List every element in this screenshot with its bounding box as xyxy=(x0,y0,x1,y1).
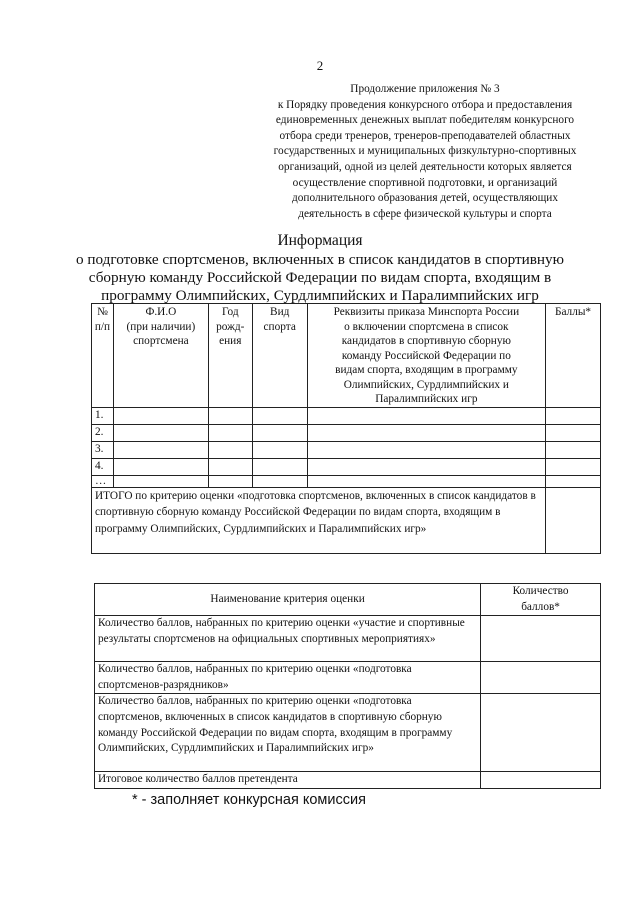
appendix-line: к Порядку проведения конкурсного отбора и предоставления xyxy=(277,98,573,111)
table-row xyxy=(95,616,601,662)
appendix-line: осуществление спортивной подготовки, и организаций xyxy=(292,176,558,189)
appendix-line: деятельность в сфере физической культуры и спорта xyxy=(298,207,552,220)
page-number: 2 xyxy=(316,58,324,73)
appendix-line: отбора среди тренеров, тренеров-преподавателей областных xyxy=(279,129,571,142)
total-label: ИТОГО по критерию оценки «подготовка спортсменов, включенных в список кандидатов в спортивную сборную команду Российской Федерации по видам спорта, входящим в программу Олимпийских, Сурдлимпийских и Паралимпийских игр» xyxy=(92,487,546,553)
criterion-cell: Количество баллов, набранных по критерию оценки «подготовка спортсменов-разрядников» xyxy=(95,662,481,694)
heading-line: о подготовке спортсменов, включенных в список кандидатов в спортивную xyxy=(75,251,564,268)
criteria-table-header xyxy=(95,584,601,616)
heading-line: программу Олимпийских, Сурдлимпийских и Паралимпийских игр xyxy=(101,287,539,304)
row-number: 2. xyxy=(92,424,114,441)
appendix-line: организаций, одной из целей деятельности которых является xyxy=(278,160,572,173)
col-header-criterion: Наименование критерия оценки xyxy=(95,584,481,616)
table-row xyxy=(92,458,601,475)
row-number: 1. xyxy=(92,407,114,424)
col-header-points-count: Количество баллов* xyxy=(481,584,601,616)
table-row xyxy=(95,694,601,772)
col-header-number: № п/п xyxy=(92,304,114,408)
criterion-cell: Количество баллов, набранных по критерию оценки «подготовка спортсменов, включенных в список кандидатов в спортивную сборную команду Российской Федерации по видам спорта, входящим в программу Олимпийских, Сурдлимпийских и Паралимпийских игр» xyxy=(95,694,481,772)
col-header-sport: Вид спорта xyxy=(252,304,307,408)
appendix-line: единовременных денежных выплат победителям конкурсного xyxy=(275,114,575,127)
table-row xyxy=(95,662,601,694)
appendix-reference xyxy=(240,82,610,222)
appendix-line: дополнительного образования детей, осуществляющих xyxy=(292,192,558,205)
points-cell xyxy=(481,772,601,789)
appendix-line: государственных и муниципальных физкультурно-спортивных xyxy=(273,145,577,158)
col-header-points: Баллы* xyxy=(546,304,601,408)
table-row xyxy=(92,441,601,458)
table-total-row xyxy=(92,487,601,553)
table-row xyxy=(92,475,601,487)
document-heading xyxy=(0,232,640,305)
table-row xyxy=(92,424,601,441)
row-number: 4. xyxy=(92,458,114,475)
criterion-cell: Количество баллов, набранных по критерию оценки «участие и спортивные результаты спортсменов на официальных спортивных мероприятиях» xyxy=(95,616,481,662)
footnote: * - заполняет конкурсная комиссия xyxy=(132,792,366,808)
points-cell xyxy=(481,616,601,662)
athletes-table xyxy=(91,303,601,554)
points-cell xyxy=(481,662,601,694)
row-number: … xyxy=(92,475,114,487)
heading-line: сборную команду Российской Федерации по видам спорта, входящим в xyxy=(88,269,552,286)
points-cell xyxy=(481,694,601,772)
appendix-line: Продолжение приложения № 3 xyxy=(350,83,500,95)
col-header-order-details: Реквизиты приказа Минспорта России о включении спортсмена в список кандидатов в спортивную сборную команду Российской Федерации по видам спорта, входящим в программу Олимпийских, Сурдлимпийских и Паралимпийских игр xyxy=(307,304,545,408)
col-header-birth-year: Год рожд- ения xyxy=(208,304,252,408)
athletes-table-header xyxy=(92,304,601,408)
table-row xyxy=(95,772,601,789)
criteria-table xyxy=(94,583,601,789)
document-title: Информация xyxy=(277,232,363,249)
total-points-cell xyxy=(546,487,601,553)
criterion-cell: Итоговое количество баллов претендента xyxy=(95,772,481,789)
table-row xyxy=(92,407,601,424)
col-header-fio: Ф.И.О (при наличии) спортсмена xyxy=(113,304,208,408)
row-number: 3. xyxy=(92,441,114,458)
